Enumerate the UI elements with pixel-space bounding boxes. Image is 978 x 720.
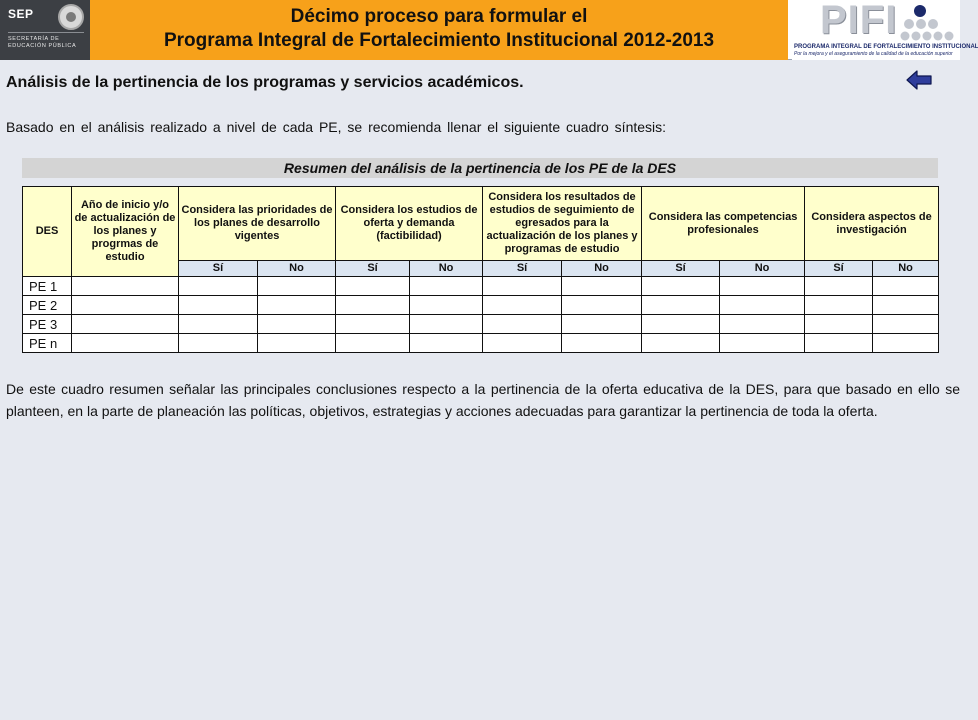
table-cell[interactable]: [873, 296, 939, 315]
pifi-logo: [792, 0, 978, 60]
col-header-year: Año de inicio y/o de actualización de los planes y progrmas de estudio: [72, 187, 179, 277]
row-label: PE 2: [23, 296, 72, 315]
col-header-criterion: Considera las competencias profesionales: [642, 187, 805, 261]
sep-logo-caption: [8, 36, 76, 50]
col-header-criterion: Considera las prioridades de los planes de desarrollo vigentes: [179, 187, 336, 261]
table-cell[interactable]: [72, 277, 179, 296]
table-row: [23, 277, 939, 296]
table-cell[interactable]: [805, 277, 873, 296]
table-cell[interactable]: [562, 296, 642, 315]
table-cell[interactable]: [179, 296, 258, 315]
table-cell[interactable]: [873, 315, 939, 334]
table-cell[interactable]: [410, 315, 483, 334]
table-cell[interactable]: [562, 315, 642, 334]
sub-header-yes: Sí: [179, 261, 258, 277]
table-cell[interactable]: [72, 315, 179, 334]
table-cell[interactable]: [258, 277, 336, 296]
sub-header-no: No: [720, 261, 805, 277]
sub-header-yes: Sí: [336, 261, 410, 277]
table-cell[interactable]: [258, 334, 336, 353]
table-cell[interactable]: [642, 315, 720, 334]
conclusion-text: De este cuadro resumen señalar las principales conclusiones respecto a la pertinencia de la oferta educativa de la DES, para que basado en ello se planteen, en la parte de planeación las políticas, objetivos, estrategias y acciones adecuadas para garantizar la pertinencia de toda la oferta.: [6, 381, 960, 419]
row-label: PE 3: [23, 315, 72, 334]
table-cell[interactable]: [336, 334, 410, 353]
sep-caption-line2: EDUCACIÓN PÚBLICA: [8, 43, 77, 49]
table-cell[interactable]: [562, 334, 642, 353]
row-label: PE n: [23, 334, 72, 353]
table-cell[interactable]: [179, 334, 258, 353]
col-header-criterion: Considera los resultados de estudios de seguimiento de egresados para la actualización de los planes y programas de estudio: [483, 187, 642, 261]
sep-caption-line1: SECRETARÍA DE: [8, 36, 60, 42]
pifi-dots-icon: [900, 4, 956, 44]
table-cell[interactable]: [72, 296, 179, 315]
mexico-seal-icon: [58, 4, 84, 30]
table-cell[interactable]: [483, 334, 562, 353]
table-cell[interactable]: [336, 277, 410, 296]
table-row: [23, 296, 939, 315]
section-title: Análisis de la pertinencia de los programas y servicios académicos.: [6, 74, 524, 91]
summary-table: [22, 186, 939, 353]
table-cell[interactable]: [720, 296, 805, 315]
table-cell[interactable]: [873, 277, 939, 296]
header-banner: [0, 0, 978, 60]
table-cell[interactable]: [720, 315, 805, 334]
table-cell[interactable]: [483, 277, 562, 296]
table-header-row: [23, 187, 939, 261]
table-cell[interactable]: [720, 277, 805, 296]
table-cell[interactable]: [258, 296, 336, 315]
sub-header-yes: Sí: [483, 261, 562, 277]
table-cell[interactable]: [179, 315, 258, 334]
intro-text: Basado en el análisis realizado a nivel de cada PE, se recomienda llenar el siguiente cuadro síntesis:: [6, 119, 667, 135]
sub-header-no: No: [562, 261, 642, 277]
sub-header-no: No: [410, 261, 483, 277]
sub-header-no: No: [873, 261, 939, 277]
table-cell[interactable]: [873, 334, 939, 353]
col-header-des: DES: [23, 187, 72, 277]
table-cell[interactable]: [336, 296, 410, 315]
table-cell[interactable]: [410, 277, 483, 296]
row-label: PE 1: [23, 277, 72, 296]
sep-logo-word: SEP: [8, 7, 34, 21]
table-cell[interactable]: [72, 334, 179, 353]
table-cell[interactable]: [410, 334, 483, 353]
table-cell[interactable]: [483, 296, 562, 315]
page-title-line1: Décimo proceso para formular el: [290, 6, 588, 27]
page-title-line2: Programa Integral de Fortalecimiento Institucional 2012-2013: [163, 30, 715, 51]
page-title-box: [90, 0, 788, 60]
col-header-criterion: Considera aspectos de investigación: [805, 187, 939, 261]
table-cell[interactable]: [805, 296, 873, 315]
table-row: [23, 334, 939, 353]
table-cell[interactable]: [805, 315, 873, 334]
table-cell[interactable]: [410, 296, 483, 315]
table-cell[interactable]: [483, 315, 562, 334]
table-cell[interactable]: [720, 334, 805, 353]
sub-header-no: No: [258, 261, 336, 277]
table-cell[interactable]: [336, 315, 410, 334]
pifi-logo-word: PIFI: [820, 0, 898, 42]
table-cell[interactable]: [642, 277, 720, 296]
table-cell[interactable]: [258, 315, 336, 334]
table-cell[interactable]: [562, 277, 642, 296]
back-arrow-icon[interactable]: [906, 70, 932, 90]
table-cell[interactable]: [642, 334, 720, 353]
sub-header-yes: Sí: [642, 261, 720, 277]
table-row: [23, 315, 939, 334]
table-cell[interactable]: [642, 296, 720, 315]
table-cell[interactable]: [179, 277, 258, 296]
col-header-criterion: Considera los estudios de oferta y demanda (factibilidad): [336, 187, 483, 261]
sub-header-yes: Sí: [805, 261, 873, 277]
sep-logo-divider: [8, 32, 84, 33]
table-cell[interactable]: [805, 334, 873, 353]
summary-table-title: Resumen del análisis de la pertinencia de los PE de la DES: [22, 158, 938, 178]
pifi-caption-line1: PROGRAMA INTEGRAL DE FORTALECIMIENTO INSTITUCIONAL: [794, 44, 978, 50]
pifi-caption-line2: Por la mejora y el aseguramiento de la calidad de la educación superior: [794, 51, 953, 57]
sep-logo: [0, 0, 90, 60]
